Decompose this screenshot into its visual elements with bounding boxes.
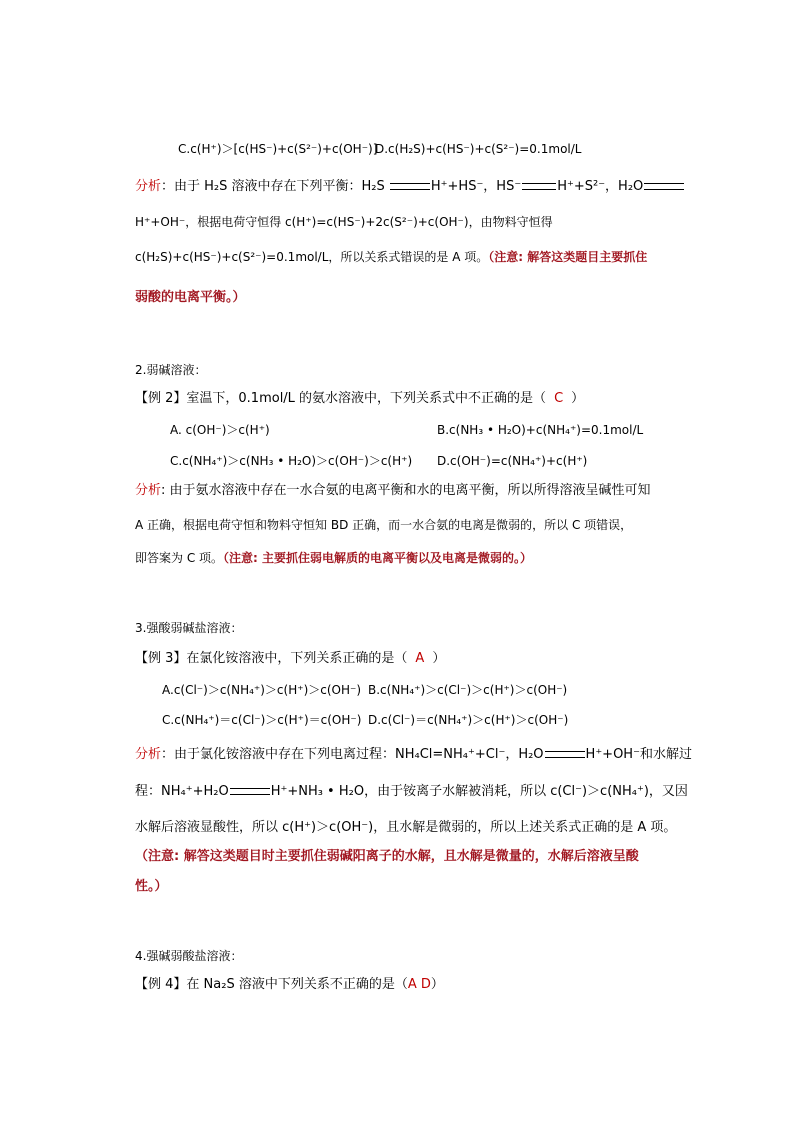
ex1-option-c: C.c(H⁺)＞[c(HS⁻)+c(S²⁻)+c(OH⁻)] [178, 142, 378, 156]
ex2-option-d: D.c(OH⁻)=c(NH₄⁺)+c(H⁺) [437, 454, 588, 468]
ex2-analysis-line-3: 即答案为 C 项。（注意: 主要抓住弱电解质的电离平衡以及电离是微弱的。） [135, 551, 533, 565]
ex3-analysis-line-1: 分析：由于氯化铵溶液中存在下列电离过程：NH₄Cl=NH₄⁺+Cl⁻，H₂O H⁺+OH⁻和水解过 [135, 747, 692, 762]
analysis-label: 分析 [135, 483, 162, 498]
ex3-option-c: C.c(NH₄⁺)＝c(Cl⁻)＞c(H⁺)＝c(OH⁻) [162, 713, 362, 727]
note-label: 注意: [494, 250, 524, 264]
example-3-answer: A [415, 651, 425, 666]
ex3-note-continued: 性。） [135, 879, 168, 894]
ex3-analysis-line-3: 水解后溶液显酸性，所以 c(H⁺)＞c(OH⁻)，且水解是微弱的，所以上述关系式正确的是 A 项。 [135, 820, 677, 835]
ex2-analysis-line-2: A 正确，根据电荷守恒和物料守恒知 BD 正确，而一水合氨的电离是微弱的，所以 C 项错误， [135, 518, 633, 532]
equilibrium-arrow-icon [390, 183, 430, 190]
ex1-analysis-line-2: H⁺+OH⁻，根据电荷守恒得 c(H⁺)=c(HS⁻)+2c(S²⁻)+c(OH⁻)，由物料守恒得 [135, 215, 553, 229]
example-3-question: 【例 3】在氯化铵溶液中，下列关系正确的是（ A ） [135, 651, 446, 666]
note-label: 注意: [229, 551, 258, 565]
ex1-analysis-line-3: c(H₂S)+c(HS⁻)+c(S²⁻)=0.1mol/L，所以关系式错误的是 A 项。（注意: 解答这类题目主要抓住 [135, 250, 648, 264]
ex3-note: （注意: 解答这类题目时主要抓住弱碱阳离子的水解，且水解是微量的，水解后溶液呈酸 [135, 849, 639, 864]
ex3-analysis-line-2: 程：NH₄⁺+H₂O H⁺+NH₃ • H₂O，由于铵离子水解被消耗，所以 c(Cl⁻)＞c(NH₄⁺)，又因 [135, 784, 688, 799]
analysis-label: 分析 [135, 747, 162, 762]
example-2-answer: C [554, 391, 564, 406]
ex2-option-b: B.c(NH₃ • H₂O)+c(NH₄⁺)=0.1mol/L [437, 423, 644, 437]
example-2-question: 【例 2】室温下，0.1mol/L 的氨水溶液中，下列关系式中不正确的是（ C ） [135, 391, 585, 406]
ex2-analysis-line-1: 分析: 由于氨水溶液中存在一水合氨的电离平衡和水的电离平衡，所以所得溶液呈碱性可知 [135, 483, 651, 498]
ex1-note-continued: 弱酸的电离平衡。） [135, 290, 246, 305]
example-4-question: 【例 4】在 Na₂S 溶液中下列关系不正确的是（A D） [135, 977, 444, 992]
ex3-option-d: D.c(Cl⁻)＝c(NH₄⁺)＞c(H⁺)＞c(OH⁻) [368, 713, 569, 727]
section-3-title: 3.强酸弱碱盐溶液： [135, 621, 243, 635]
ex3-option-b: B.c(NH₄⁺)＞c(Cl⁻)＞c(H⁺)＞c(OH⁻) [368, 683, 568, 697]
ex1-analysis-line-1: 分析：由于 H₂S 溶液中存在下列平衡：H₂S H⁺+HS⁻，HS⁻ H⁺+S²⁻，H₂O [135, 178, 685, 196]
ex3-option-a: A.c(Cl⁻)＞c(NH₄⁺)＞c(H⁺)＞c(OH⁻) [162, 683, 362, 697]
example-4-answer: A D [407, 977, 431, 992]
section-2-title: 2.弱碱溶液： [135, 363, 207, 377]
note-label: 注意: [148, 849, 180, 864]
analysis-label: 分析 [135, 179, 162, 194]
equilibrium-arrow-icon [644, 183, 684, 190]
equilibrium-arrow-icon [545, 751, 585, 758]
ex1-option-d: D.c(H₂S)+c(HS⁻)+c(S²⁻)=0.1mol/L [375, 142, 582, 156]
section-4-title: 4.强碱弱酸盐溶液： [135, 949, 243, 963]
ex2-option-c: C.c(NH₄⁺)＞c(NH₃ • H₂O)＞c(OH⁻)＞c(H⁺) [170, 454, 413, 468]
ex2-option-a: A. c(OH⁻)＞c(H⁺) [170, 423, 270, 437]
equilibrium-arrow-icon [230, 788, 270, 795]
equilibrium-arrow-icon [522, 183, 556, 190]
